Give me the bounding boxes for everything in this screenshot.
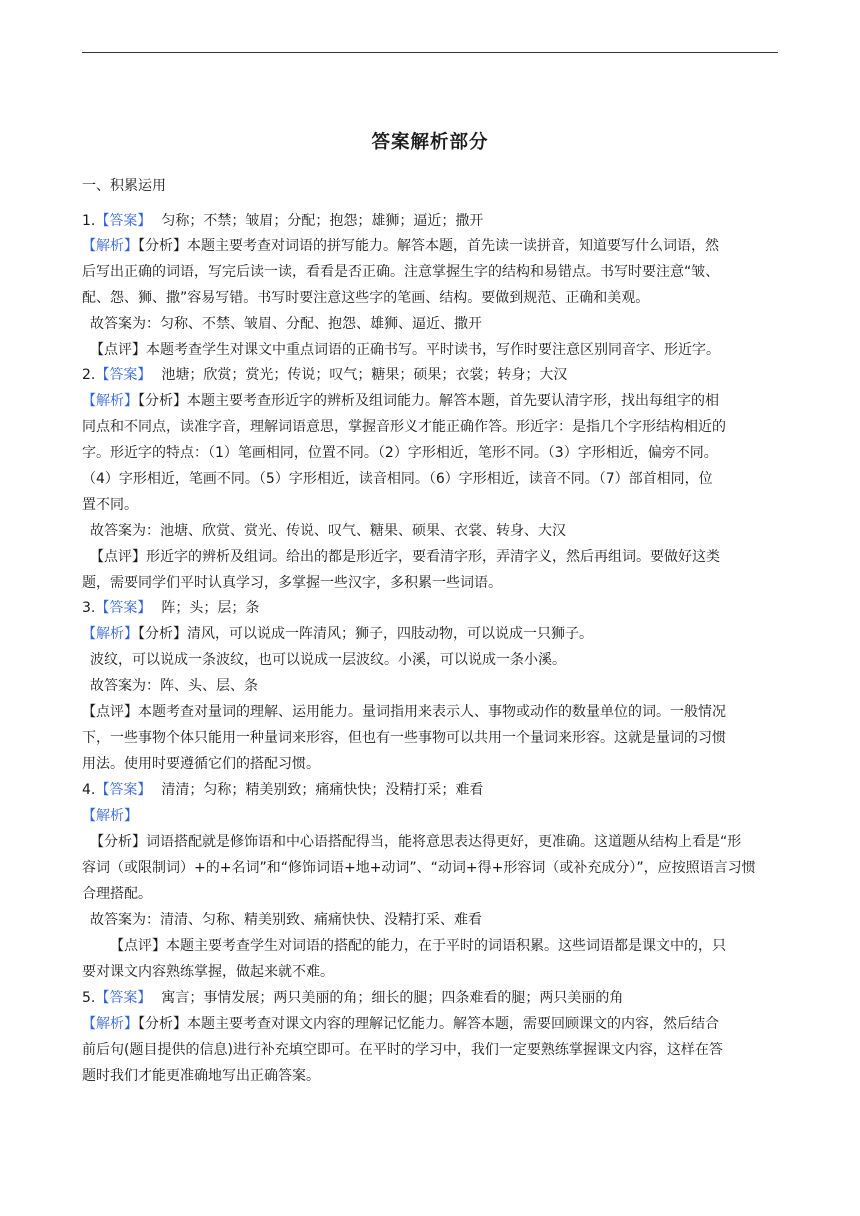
q1-analysis-text: 配、怨、狮、撒”容易写错。书写时要注意这些字的笔画、结构。要做到规范、正确和美观。 (82, 290, 650, 306)
q5-number: 5. (82, 990, 96, 1006)
q3-comment: 【点评】本题考查对量词的理解、运用能力。量词指用来表示人、事物或动作的数量单位的词。一般情况 (82, 704, 726, 720)
q2-analysis-tag: 【解析】 (82, 393, 138, 409)
q2-comment: 【点评】形近字的辨析及组词。给出的都是形近字，要看清字形，弄清字义，然后再组词。要做好这类 (90, 549, 720, 565)
q3-analysis-text: 【分析】清风，可以说成一阵清风；狮子，四肢动物，可以说成一只狮子。 (138, 626, 593, 642)
q4-answer: 清清；匀称；精美别致；痛痛快快；没精打采；难看 (161, 782, 484, 798)
q3-answer-line (82, 600, 782, 616)
q4-answer-line (82, 782, 782, 798)
q2-answer: 池塘；欣赏；赏光；传说；叹气；糖果；硕果；衣裳；转身；大汉 (161, 367, 568, 383)
q4-analysis-text: 【分析】词语搭配就是修饰语和中心语搭配得当，能将意思表达得更好，更准确。这道题从结构上看是“形 (90, 834, 742, 850)
q3-analysis-line (82, 626, 782, 642)
q4-answer-tag: 【答案】 (95, 782, 152, 798)
q3-number: 3. (82, 600, 96, 616)
section-heading: 一、积累运用 (82, 178, 166, 194)
q2-analysis-text: （4）字形相近，笔画不同。（5）字形相近，读音相同。（6）字形相近，读音不同。（7）部首相同，位 (82, 471, 713, 487)
q2-answer-tag: 【答案】 (95, 367, 152, 383)
q3-answer: 阵；头；层；条 (161, 600, 260, 616)
q2-answer-line (82, 367, 782, 383)
q4-analysis-text: 合理搭配。 (82, 886, 152, 902)
q4-analysis-text: 容词（或限制词）+的+名词”和“修饰词语+地+动词”、“动词+得+形容词（或补充成分）”，应按照语言习惯 (82, 860, 756, 876)
q3-comment: 下，一些事物个体只能用一种量词来形容，但也有一些事物可以共用一个量词来形容。这就是量词的习惯 (82, 730, 726, 746)
q2-analysis-text: 【分析】本题主要考查形近字的辨析及组词能力。解答本题，首先要认清字形，找出每组字的相 (138, 393, 719, 409)
q4-analysis-tag: 【解析】 (82, 808, 138, 824)
q4-final-answer: 故答案为：清清、匀称、精美别致、痛痛快快、没精打采、难看 (90, 912, 482, 928)
header-rule (82, 52, 778, 53)
q3-comment: 用法。使用时要遵循它们的搭配习惯。 (82, 756, 320, 772)
q3-final-answer: 故答案为：阵、头、层、条 (90, 678, 258, 694)
q5-answer: 寓言；事情发展；两只美丽的角；细长的腿；四条难看的腿；两只美丽的角 (161, 990, 624, 1006)
page-title: 答案解析部分 (371, 132, 489, 153)
q2-comment: 题，需要同学们平时认真学习，多掌握一些汉字，多积累一些词语。 (82, 575, 502, 591)
q1-analysis-line (82, 238, 782, 254)
q3-answer-tag: 【答案】 (95, 600, 152, 616)
q5-answer-line (82, 990, 782, 1006)
q5-analysis-text: 【分析】本题主要考查对课文内容的理解记忆能力。解答本题，需要回顾课文的内容，然后结合 (138, 1016, 719, 1032)
q5-answer-tag: 【答案】 (95, 990, 152, 1006)
q1-answer-line (82, 213, 782, 229)
q3-analysis-tag: 【解析】 (82, 626, 138, 642)
q1-number: 1. (82, 213, 96, 229)
q4-number: 4. (82, 782, 96, 798)
q2-final-answer: 故答案为：池塘、欣赏、赏光、传说、叹气、糖果、硕果、衣裳、转身、大汉 (90, 523, 566, 539)
q5-analysis-text: 前后句(题目提供的信息)进行补充填空即可。在平时的学习中，我们一定要熟练掌握课文内容，这样在答 (82, 1042, 723, 1058)
q4-comment: 要对课文内容熟练掌握，做起来就不难。 (82, 964, 334, 980)
q5-analysis-text: 题时我们才能更准确地写出正确答案。 (82, 1068, 320, 1084)
q5-analysis-tag: 【解析】 (82, 1016, 138, 1032)
q1-answer: 匀称；不禁；皱眉；分配；抱怨；雄狮；逼近；撒开 (161, 213, 484, 229)
q1-final-answer: 故答案为：匀称、不禁、皱眉、分配、抱怨、雄狮、逼近、撒开 (90, 316, 482, 332)
q2-analysis-text: 同点和不同点，读准字音，理解词语意思，掌握音形义才能正确作答。形近字：是指几个字形结构相近的 (82, 419, 726, 435)
q1-analysis-text: 【分析】本题主要考查对词语的拼写能力。解答本题，首先读一读拼音，知道要写什么词语，然 (138, 238, 719, 254)
q2-analysis-text: 置不同。 (82, 497, 138, 513)
q2-number: 2. (82, 367, 96, 383)
q2-analysis-line (82, 393, 782, 409)
q2-analysis-text: 字。形近字的特点：（1）笔画相同，位置不同。（2）字形相近，笔形不同。（3）字形相近，偏旁不同。 (82, 445, 718, 461)
q1-answer-tag: 【答案】 (95, 213, 152, 229)
q1-analysis-tag: 【解析】 (82, 238, 138, 254)
q5-analysis-line (82, 1016, 782, 1032)
q1-analysis-text: 后写出正确的词语，写完后读一读，看看是否正确。注意掌握生字的结构和易错点。书写时要注意“皱、 (82, 264, 720, 280)
q4-comment: 【点评】本题主要考查学生对词语的搭配的能力，在于平时的词语积累。这些词语都是课文中的，只 (110, 938, 726, 954)
q3-analysis-text: 波纹，可以说成一条波纹，也可以说成一层波纹。小溪，可以说成一条小溪。 (90, 652, 566, 668)
q1-comment: 【点评】本题考查学生对课文中重点词语的正确书写。平时读书，写作时要注意区别同音字、形近字。 (90, 342, 720, 358)
